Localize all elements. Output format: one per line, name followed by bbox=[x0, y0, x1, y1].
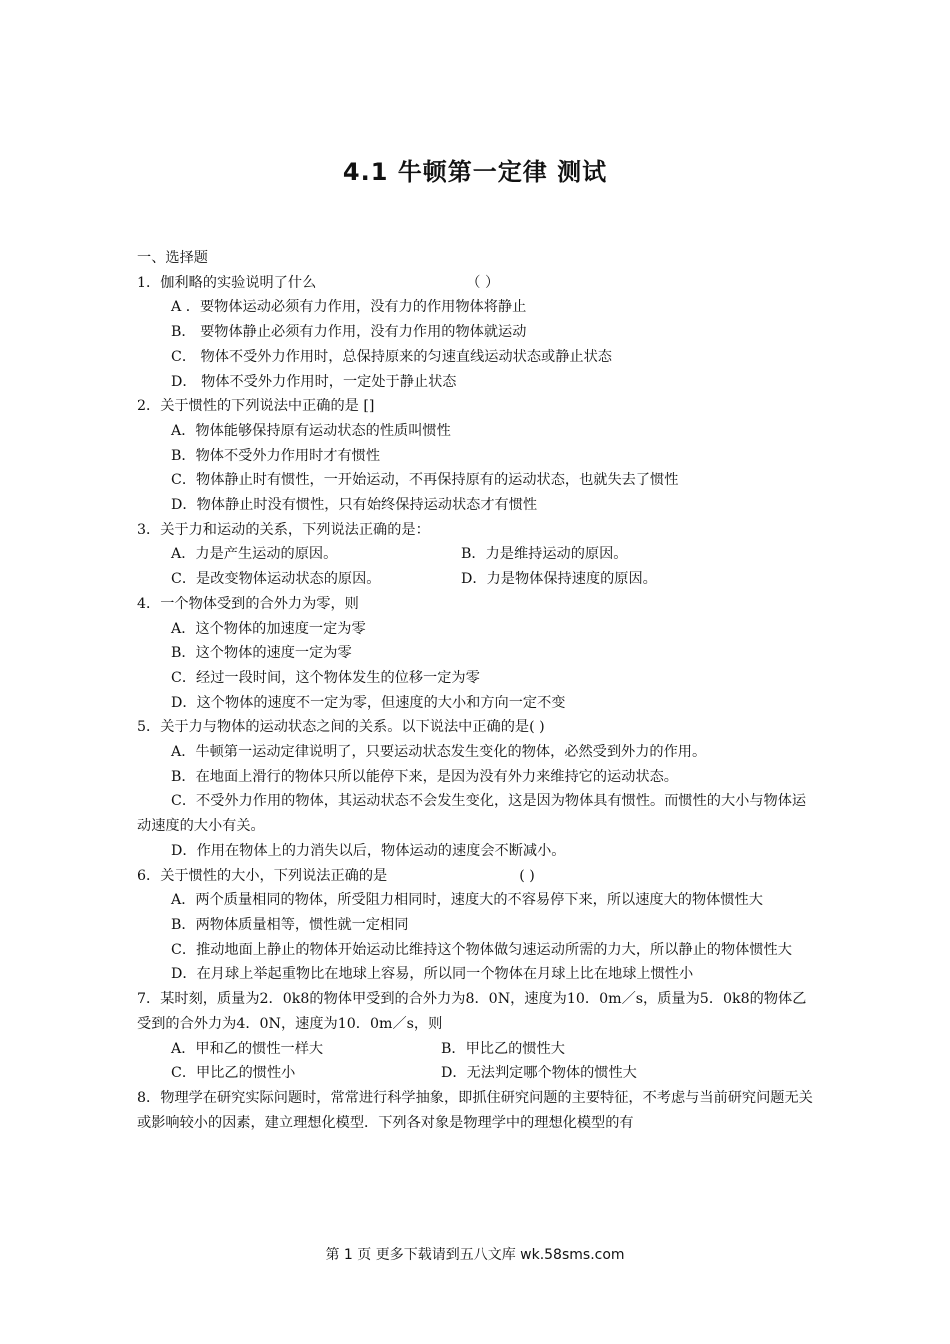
document-body bbox=[137, 246, 820, 1135]
question-4-option-b: B．这个物体的速度一定为零 bbox=[171, 645, 352, 662]
question-2-option-d: D．物体静止时没有惯性，只有始终保持运动状态才有惯性 bbox=[171, 497, 538, 514]
question-6-option-d: D．在月球上举起重物比在地球上容易，所以同一个物体在月球上比在地球上惯性小 bbox=[171, 966, 694, 983]
question-7-options-row-2 bbox=[137, 1061, 820, 1086]
question-4-stem: 4．一个物体受到的合外力为零，则 bbox=[137, 595, 359, 612]
question-7-option-a: A．甲和乙的惯性一样大 bbox=[171, 1040, 324, 1057]
answer-paren: ( ) bbox=[519, 867, 535, 884]
page-footer: 第 1 页 更多下载请到五八文库 wk.58sms.com bbox=[325, 1247, 625, 1263]
question-2-option-b: B．物体不受外力作用时才有惯性 bbox=[171, 447, 381, 464]
question-3-option-d: D．力是物体保持速度的原因。 bbox=[461, 571, 657, 588]
question-6-option-b: B．两物体质量相等，惯性就一定相同 bbox=[171, 916, 409, 933]
question-3-options-row-1 bbox=[137, 542, 820, 567]
question-7-option-c: C．甲比乙的惯性小 bbox=[171, 1065, 296, 1082]
question-2-stem: 2．关于惯性的下列说法中正确的是 [] bbox=[137, 398, 375, 415]
question-4-option-d: D．这个物体的速度不一定为零，但速度的大小和方向一定不变 bbox=[171, 694, 566, 711]
section-heading: 一、选择题 bbox=[137, 250, 208, 266]
question-5-option-c: C．不受外力作用的物体，其运动状态不会发生变化，这是因为物体具有惯性。而惯性的大小与物体运动速度的大小有关。 bbox=[137, 793, 807, 835]
question-6-stem: 6．关于惯性的大小，下列说法正确的是 ( ) bbox=[137, 864, 820, 889]
question-3-option-b: B．力是维持运动的原因。 bbox=[461, 546, 628, 563]
question-7-stem: 7．某时刻，质量为2．0k8的物体甲受到的合外力为8．0N，速度为10．0m／s，质量为5．0k8的物体乙受到的合外力为4．0N，速度为10．0m／s，则 bbox=[137, 991, 807, 1032]
question-7-option-d: D．无法判定哪个物体的惯性大 bbox=[441, 1065, 637, 1082]
question-1-option-c: C． 物体不受外力作用时，总保持原来的匀速直线运动状态或静止状态 bbox=[171, 348, 612, 365]
question-4-option-a: A．这个物体的加速度一定为零 bbox=[171, 620, 366, 637]
question-1-stem: 1．伽利略的实验说明了什么 （ ） bbox=[137, 271, 820, 296]
question-1-option-d: D． 物体不受外力作用时，一定处于静止状态 bbox=[171, 373, 457, 390]
question-6-option-c: C．推动地面上静止的物体开始运动比维持这个物体做匀速运动所需的力大，所以静止的物体惯性大 bbox=[171, 941, 792, 958]
page-title: 4.1 牛顿第一定律 测试 bbox=[342, 158, 608, 186]
question-1-option-b: B． 要物体静止必须有力作用，没有力作用的物体就运动 bbox=[171, 324, 527, 341]
question-4-option-c: C．经过一段时间，这个物体发生的位移一定为零 bbox=[171, 669, 480, 686]
question-7-option-b: B．甲比乙的惯性大 bbox=[441, 1040, 565, 1057]
question-5-stem: 5．关于力与物体的运动状态之间的关系。以下说法中正确的是( ) bbox=[137, 719, 545, 736]
question-7-options-row-1 bbox=[137, 1037, 820, 1062]
question-3-option-c: C．是改变物体运动状态的原因。 bbox=[171, 571, 381, 588]
question-3-stem: 3．关于力和运动的关系，下列说法正确的是： bbox=[137, 521, 430, 538]
question-3-options-row-2 bbox=[137, 567, 820, 592]
question-8-stem: 8．物理学在研究实际问题时，常常进行科学抽象，即抓住研究问题的主要特征，不考虑与当前研究问题无关或影响较小的因素，建立理想化模型．下列各对象是物理学中的理想化模型的有 bbox=[137, 1089, 813, 1131]
question-5-option-a: A．牛顿第一运动定律说明了，只要运动状态发生变化的物体，必然受到外力的作用。 bbox=[171, 744, 707, 761]
question-3-option-a: A．力是产生运动的原因。 bbox=[171, 546, 338, 563]
question-5-option-b: B．在地面上滑行的物体只所以能停下来，是因为没有外力来维持它的运动状态。 bbox=[171, 768, 678, 785]
question-2-option-a: A．物体能够保持原有运动状态的性质叫惯性 bbox=[171, 422, 451, 439]
answer-paren: （ ） bbox=[466, 274, 500, 291]
question-5-option-d: D．作用在物体上的力消失以后，物体运动的速度会不断减小。 bbox=[171, 842, 566, 859]
question-1-option-a: A ．要物体运动必须有力作用，没有力的作用物体将静止 bbox=[171, 299, 527, 316]
question-6-option-a: A．两个质量相同的物体，所受阻力相同时，速度大的不容易停下来，所以速度大的物体惯性大 bbox=[171, 892, 763, 909]
question-2-option-c: C．物体静止时有惯性，一开始运动，不再保持原有的运动状态，也就失去了惯性 bbox=[171, 472, 679, 489]
